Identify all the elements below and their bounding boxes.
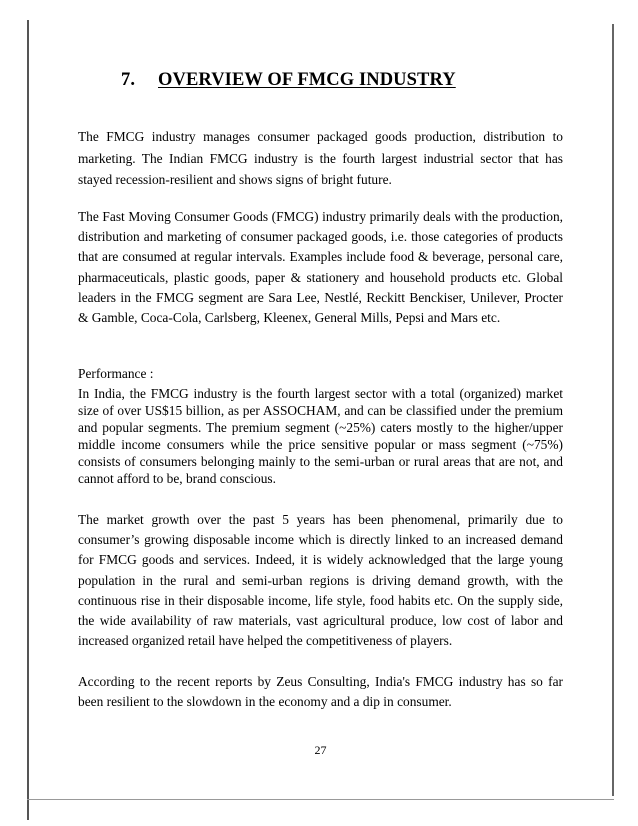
section-number: 7. xyxy=(121,70,136,90)
growth-paragraph: The market growth over the past 5 years has been phenomenal, primarily due to consumer’s growing disposable income which is directly linked to an increased demand for FMCG goods and services. Indeed, it is widely acknowledged that the large young population in the rural and semi-urban regions is driving demand growth, with the continuous rise in their disposable income, life style, food habits etc. On the supply side, the wide availability of raw materials, vast agricultural produce, low cost of labor and increased organized retail have helped the competitiveness of players. xyxy=(78,512,563,649)
performance-paragraph: In India, the FMCG industry is the fourth largest sector with a total (organized) market size of over US$15 billion, as per ASSOCHAM, and can be classified under the premium and popular segments. The premium segment (~25%) caters mostly to the higher/upper middle income consumers while the price sensitive popular or mass segment (~75%) consists of consumers belonging mainly to the semi-urban or rural areas that are not, and cannot afford to be, brand conscious. xyxy=(78,386,563,486)
bottom-margin-rule xyxy=(27,799,614,800)
intro-paragraph: The FMCG industry manages consumer packaged goods production, distribution to marketing. The Indian FMCG industry is the fourth largest industrial sector that has stayed recession-resilient and shows signs of bright future. xyxy=(78,129,563,187)
section-title: OVERVIEW OF FMCG INDUSTRY xyxy=(158,70,456,90)
performance-label: Performance : xyxy=(78,366,154,381)
left-margin-rule xyxy=(27,20,29,820)
page-number: 27 xyxy=(314,743,327,757)
definition-paragraph: The Fast Moving Consumer Goods (FMCG) industry primarily deals with the production, distribution and marketing of consumer packaged goods, i.e. those categories of products that are consumed at regular intervals. Examples include food & beverage, personal care, pharmaceuticals, plastic goods, paper & stationery and household products etc. Global leaders in the FMCG segment are Sara Lee, Nestlé, Reckitt Benckiser, Unilever, Procter & Gamble, Coca-Cola, Carlsberg, Kleenex, General Mills, Pepsi and Mars etc. xyxy=(78,209,563,326)
zeus-paragraph: According to the recent reports by Zeus Consulting, India's FMCG industry has so far been resilient to the slowdown in the economy and a dip in consumer. xyxy=(78,674,563,709)
section-heading xyxy=(121,70,541,91)
right-margin-rule xyxy=(612,24,614,796)
